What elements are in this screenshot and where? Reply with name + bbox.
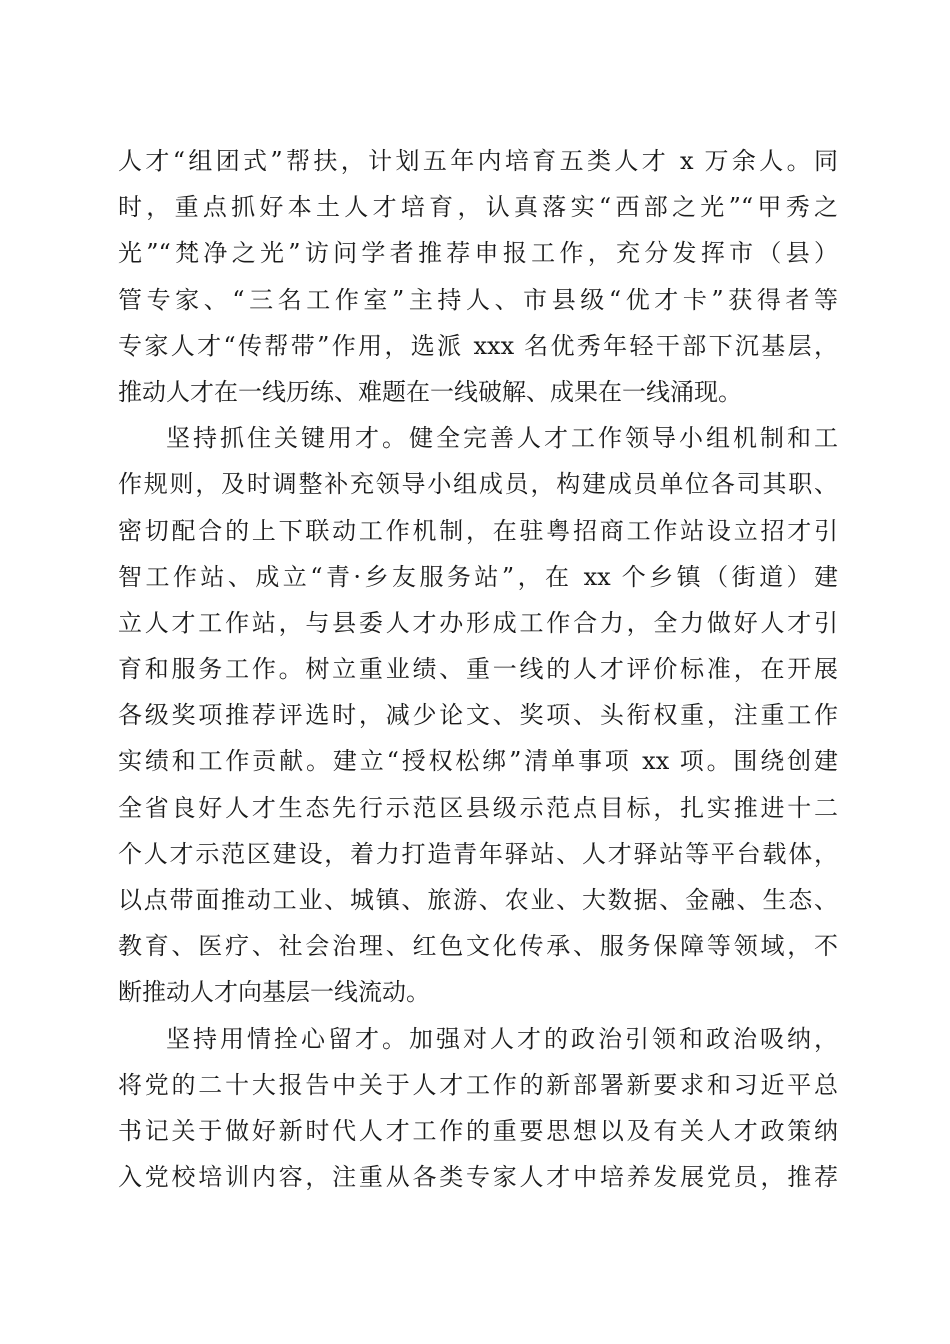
text-line: 密切配合的上下联动工作机制，在驻粤招商工作站设立招才引 [118,516,838,545]
text-line: 管专家、“三名工作室”主持人、市县级“优才卡”获得者等 [118,285,838,314]
text-line: 人才“组团式”帮扶，计划五年内培育五类人才 x 万余人。同 [118,147,838,175]
paragraph-talent-cultivation [118,138,838,415]
text-line: 推动人才在一线历练、难题在一线破解、成果在一线涌现。 [118,377,742,406]
text-line: 全省良好人才生态先行示范区县级示范点目标，扎实推进十二 [118,793,838,822]
text-line: 作规则，及时调整补充领导小组成员，构建成员单位各司其职、 [118,470,838,499]
text-line: 智工作站、成立“青·乡友服务站”，在 xx 个乡镇（街道）建 [118,562,838,591]
text-line: 专家人才“传帮带”作用，选派 xxx 名优秀年轻干部下沉基层， [118,331,838,360]
text-line: 坚持抓住关键用才。健全完善人才工作领导小组机制和工 [166,424,838,453]
text-line: 光”“梵净之光”访问学者推荐申报工作，充分发挥市（县） [118,239,838,268]
paragraph-key-use-of-talent [118,415,838,1015]
text-line: 育和服务工作。树立重业绩、重一线的人才评价标准，在开展 [118,655,838,684]
text-line: 断推动人才向基层一线流动。 [118,978,430,1007]
text-line: 时，重点抓好本土人才培育，认真落实“西部之光”“甲秀之 [118,193,838,222]
text-line: 坚持用情拴心留才。加强对人才的政治引领和政治吸纳， [166,1024,838,1053]
text-line: 实绩和工作贡献。建立“授权松绑”清单事项 xx 项。围绕创建 [118,747,838,776]
text-line: 教育、医疗、社会治理、红色文化传承、服务保障等领域，不 [118,932,838,961]
text-line: 各级奖项推荐评选时，减少论文、奖项、头衔权重，注重工作 [118,701,838,730]
text-line: 立人才工作站，与县委人才办形成工作合力，全力做好人才引 [118,608,838,637]
text-line: 入党校培训内容，注重从各类专家人才中培养发展党员，推荐 [118,1163,838,1192]
text-line: 以点带面推动工业、城镇、旅游、农业、大数据、金融、生态、 [118,886,838,914]
text-line: 个人才示范区建设，着力打造青年驿站、人才驿站等平台载体， [118,839,838,868]
paragraph-retain-talent [118,1016,838,1201]
text-line: 书记关于做好新时代人才工作的重要思想以及有关人才政策纳 [118,1116,838,1145]
text-line: 将党的二十大报告中关于人才工作的新部署新要求和习近平总 [118,1070,838,1099]
document-body [118,138,838,1200]
